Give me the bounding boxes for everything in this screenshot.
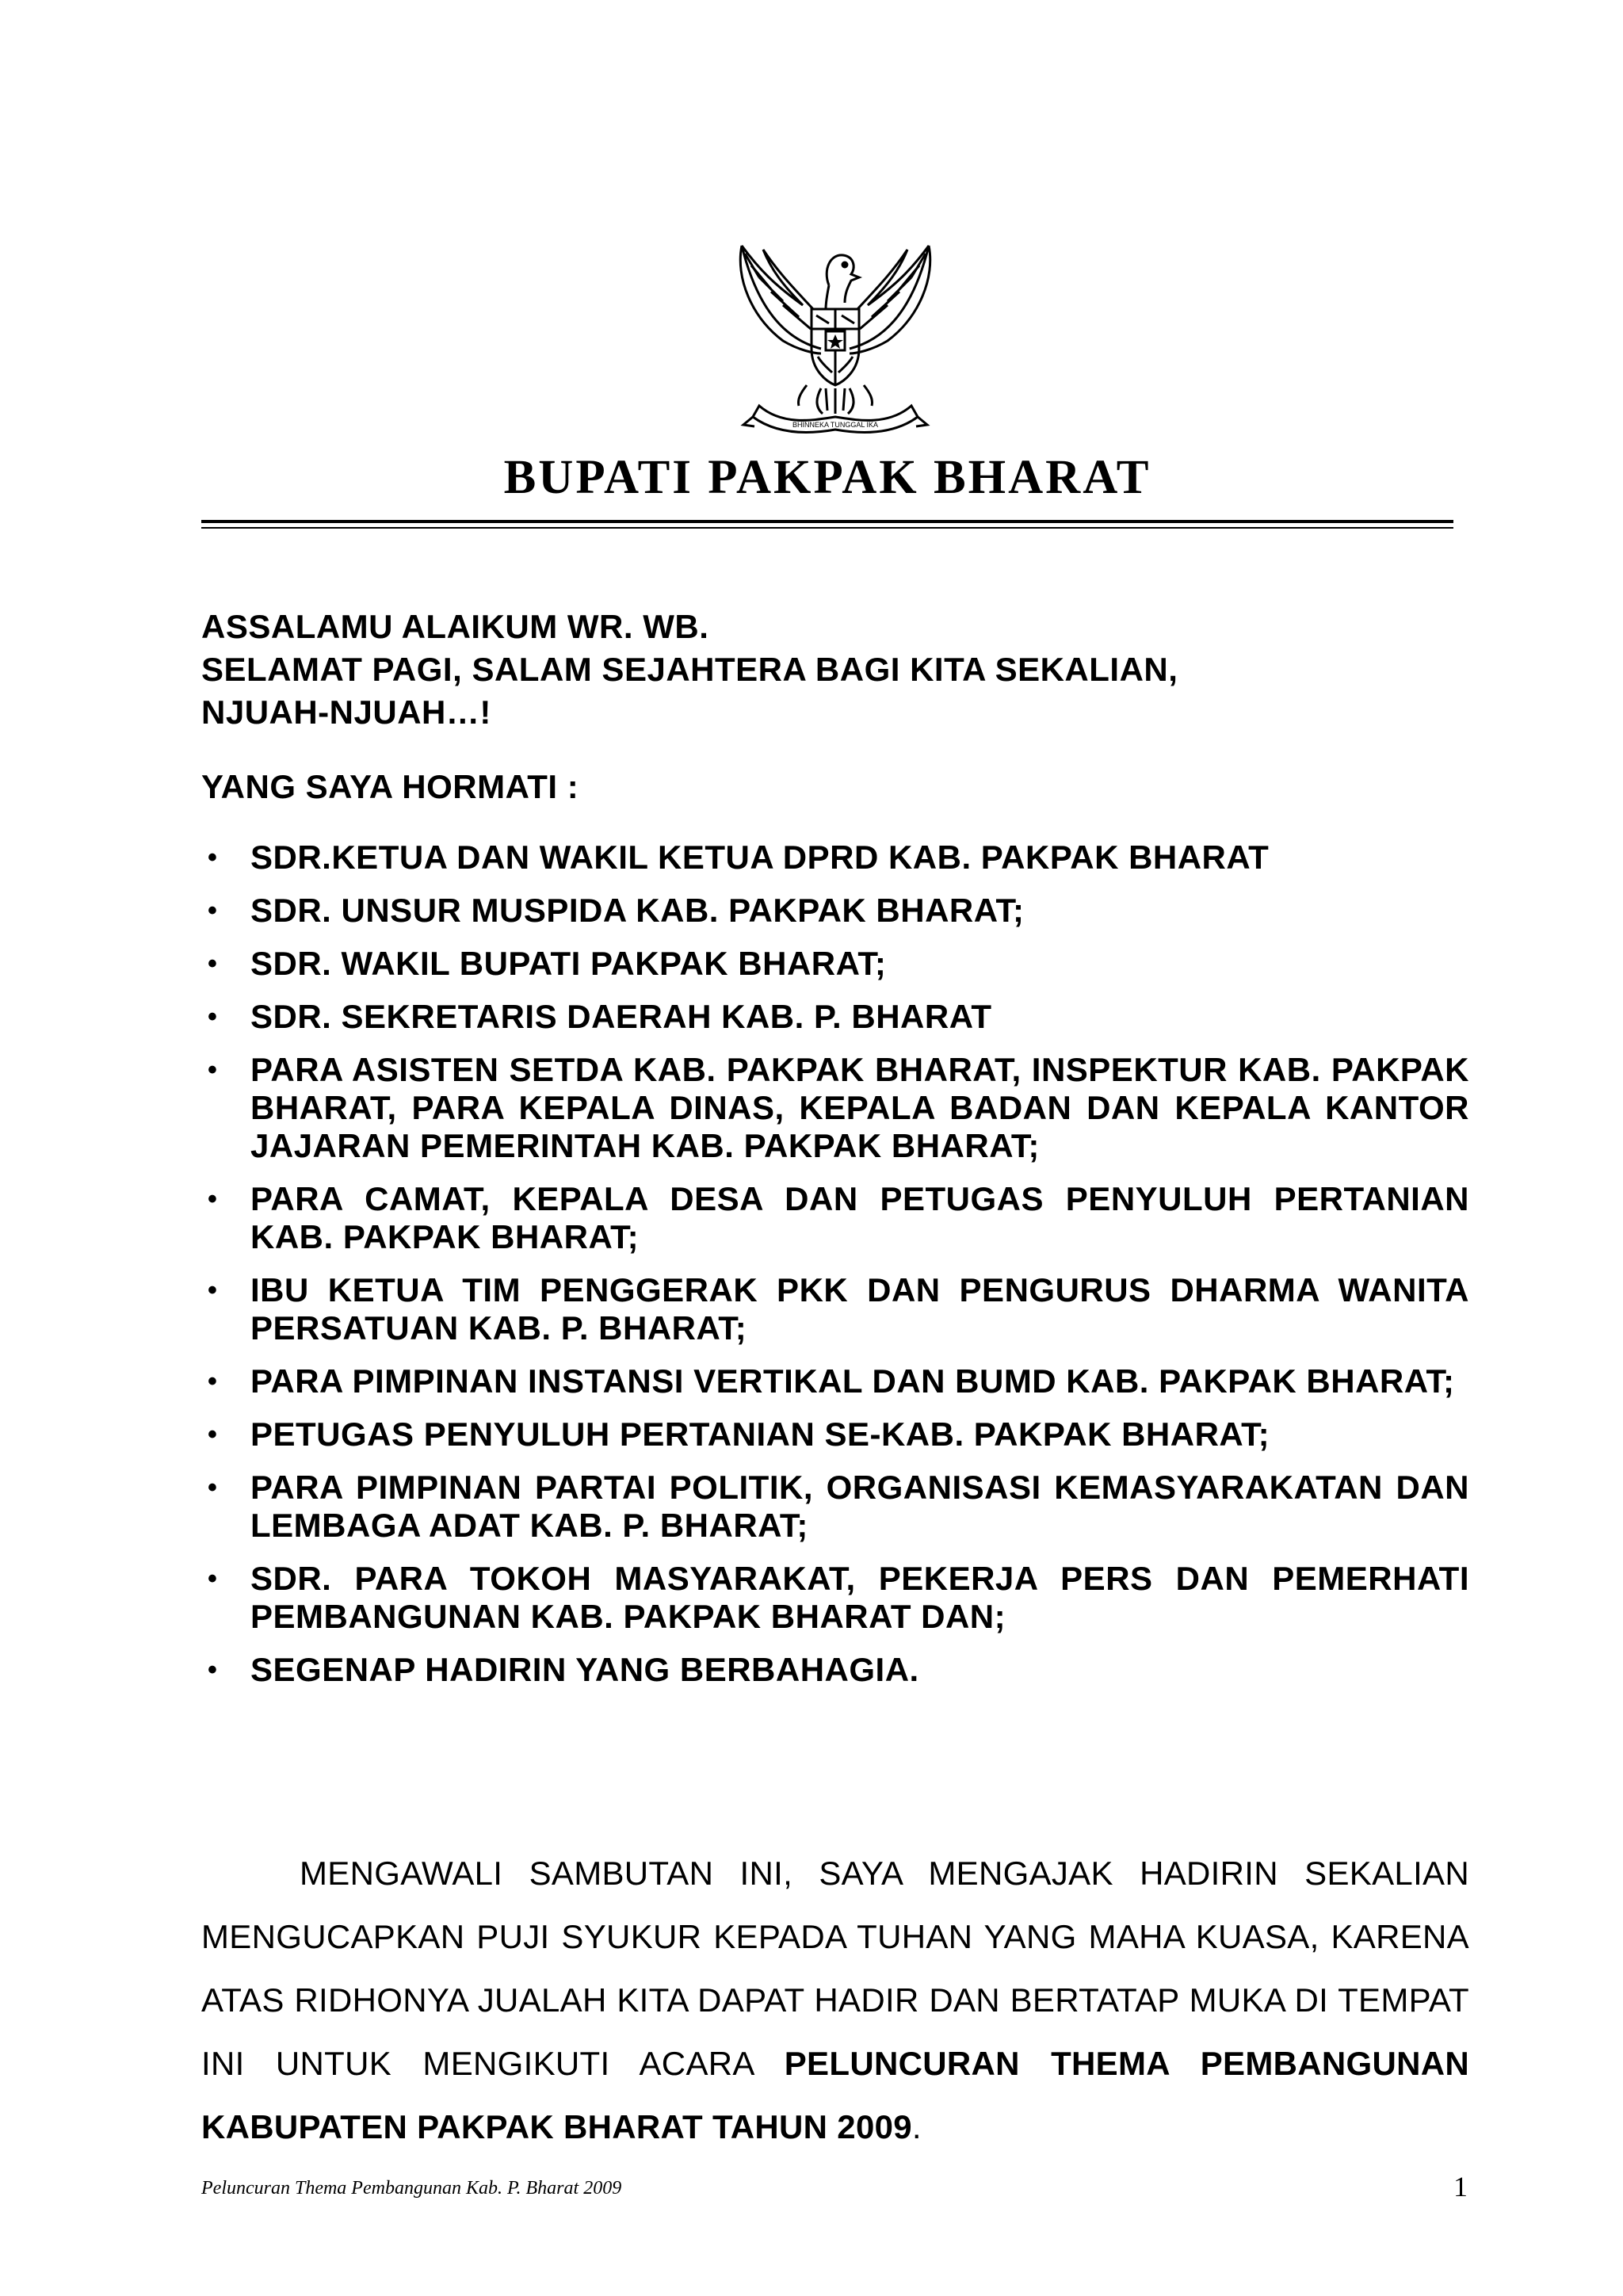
bullet-icon: •	[208, 842, 218, 873]
list-item	[201, 1415, 1469, 1454]
list-item	[201, 839, 1469, 877]
list-item-text: SDR.KETUA DAN WAKIL KETUA DPRD KAB. PAKPAK BHARAT	[250, 839, 1270, 876]
page-number: 1	[1453, 2171, 1468, 2202]
footer-text: Peluncuran Thema Pembangunan Kab. P. Bharat 2009	[201, 2178, 622, 2199]
list-item	[201, 1469, 1469, 1545]
list-item	[201, 1560, 1469, 1636]
bullet-icon: •	[208, 1002, 218, 1032]
list-item-text: SDR. WAKIL BUPATI PAKPAK BHARAT;	[250, 945, 887, 982]
bullet-icon: •	[208, 896, 218, 926]
list-item	[201, 998, 1469, 1036]
bullet-icon: •	[208, 1419, 218, 1450]
opening-paragraph	[201, 1842, 1469, 2159]
bullet-icon: •	[208, 1184, 218, 1214]
greeting-line: SELAMAT PAGI, SALAM SEJAHTERA BAGI KITA SEKALIAN,	[201, 651, 1178, 688]
list-item-text: PARA CAMAT, KEPALA DESA DAN PETUGAS PENYULUH PERTANIAN KAB. PAKPAK BHARAT;	[250, 1180, 1469, 1255]
greeting-block	[201, 606, 1469, 734]
list-item	[201, 892, 1469, 930]
list-item-text: PARA PIMPINAN PARTAI POLITIK, ORGANISASI KEMASYARAKATAN DAN LEMBAGA ADAT KAB. P. BHARAT;	[250, 1469, 1469, 1544]
paragraph-text: MENGAWALI SAMBUTAN INI, SAYA MENGAJAK HADIRIN SEKALIAN MENGUCAPKAN PUJI SYUKUR KEPADA TUHAN YANG MAHA KUASA, KARENA ATAS RIDHONYA JUALAH KITA DAPAT HADIR DAN BERTATAP MUKA DI TEMPAT INI UNTUK MENGIKUTI ACARA	[201, 1855, 1469, 2082]
list-item	[201, 1362, 1469, 1400]
hormati-label: YANG SAYA HORMATI :	[201, 768, 579, 805]
paragraph-bold-text: PELUNCURAN THEMA PEMBANGUNAN KABUPATEN PAKPAK BHARAT TAHUN 2009	[201, 2045, 1469, 2145]
bullet-icon: •	[208, 1655, 218, 1685]
greeting-line: ASSALAMU ALAIKUM WR. WB.	[201, 608, 709, 645]
page-title: BUPATI PAKPAK BHARAT	[503, 451, 1151, 504]
title-divider-thick	[201, 520, 1453, 523]
list-item-text: PARA PIMPINAN INSTANSI VERTIKAL DAN BUMD KAB. PAKPAK BHARAT;	[250, 1362, 1455, 1400]
title-divider-thin	[201, 527, 1453, 529]
list-item	[201, 945, 1469, 983]
list-item-text: PARA ASISTEN SETDA KAB. PAKPAK BHARAT, INSPEKTUR KAB. PAKPAK BHARAT, PARA KEPALA DINAS, KEPALA BADAN DAN KEPALA KANTOR JAJARAN PEMERINTAH KAB. PAKPAK BHARAT;	[250, 1051, 1469, 1164]
list-item-text: IBU KETUA TIM PENGGERAK PKK DAN PENGURUS DHARMA WANITA PERSATUAN KAB. P. BHARAT;	[250, 1271, 1469, 1347]
list-item	[201, 1180, 1469, 1256]
bullet-icon: •	[208, 1275, 218, 1305]
list-item-text: SDR. PARA TOKOH MASYARAKAT, PEKERJA PERS DAN PEMERHATI PEMBANGUNAN KAB. PAKPAK BHARAT DAN;	[250, 1560, 1469, 1635]
list-item-text: SDR. SEKRETARIS DAERAH KAB. P. BHARAT	[250, 998, 992, 1035]
bullet-icon: •	[208, 1564, 218, 1594]
list-item-text: PETUGAS PENYULUH PERTANIAN SE-KAB. PAKPAK BHARAT;	[250, 1415, 1270, 1453]
list-item	[201, 1051, 1469, 1165]
greeting-line: NJUAH-NJUAH…!	[201, 693, 491, 731]
garuda-pancasila-emblem-icon	[727, 230, 943, 437]
list-item-text: SEGENAP HADIRIN YANG BERBAHAGIA.	[250, 1651, 919, 1688]
attendee-list	[201, 839, 1469, 1704]
bullet-icon: •	[208, 1055, 218, 1085]
bullet-icon: •	[208, 949, 218, 979]
bullet-icon: •	[208, 1366, 218, 1396]
list-item-text: SDR. UNSUR MUSPIDA KAB. PAKPAK BHARAT;	[250, 892, 1025, 929]
paragraph-end: .	[911, 2108, 922, 2145]
bullet-icon: •	[208, 1473, 218, 1503]
svg-text:BHINNEKA TUNGGAL IKA: BHINNEKA TUNGGAL IKA	[792, 421, 879, 429]
list-item	[201, 1271, 1469, 1347]
list-item	[201, 1651, 1469, 1689]
